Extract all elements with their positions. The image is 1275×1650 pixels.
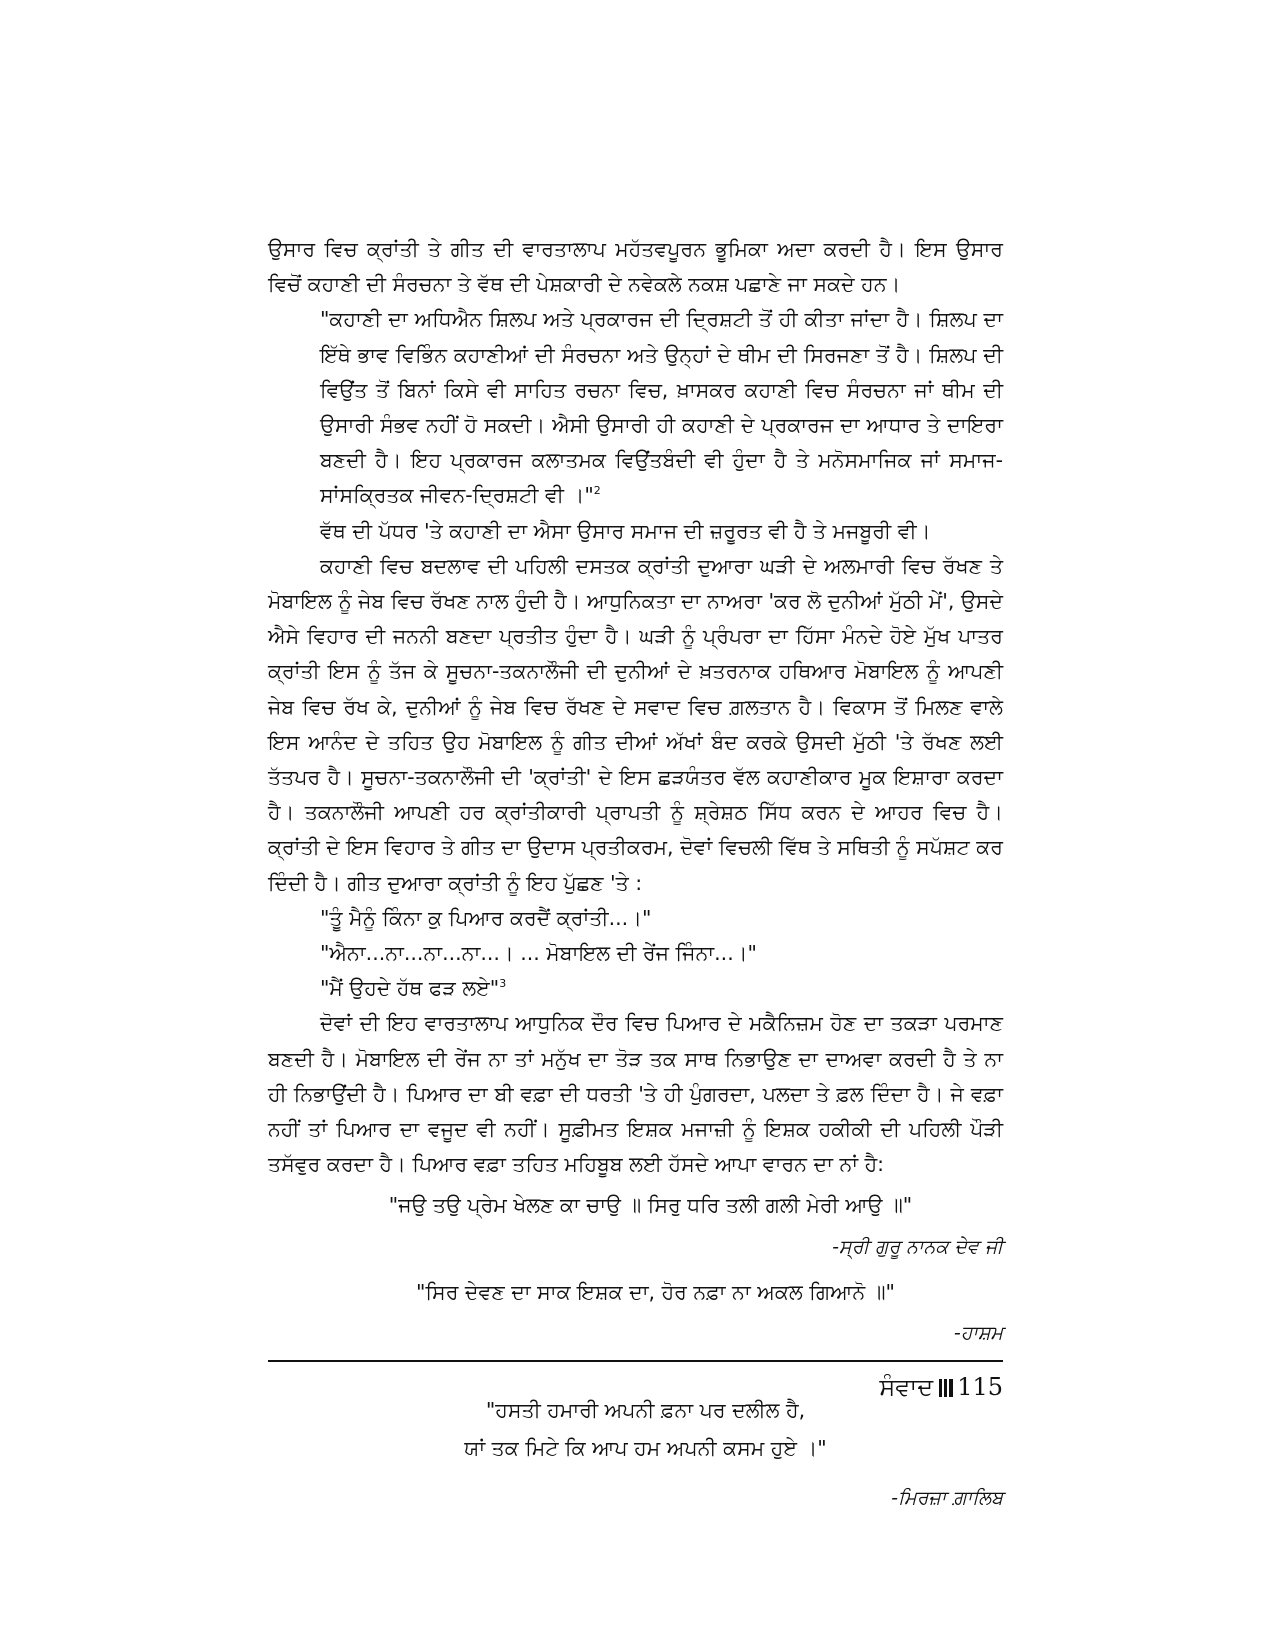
verse-ghalib (268, 1391, 1003, 1467)
journal-title: ਸੰਵਾਦ (879, 1373, 934, 1401)
dialogue-line-2: "ਐਨਾ...ਨਾ...ਨਾ...ਨਾ...। ... ਮੋਬਾਇਲ ਦੀ ਰੇਂਜ ਜਿੰਨਾ...।" (320, 941, 757, 966)
footer-rule (268, 1360, 1003, 1362)
paragraph-2: ਵੱਥ ਦੀ ਪੱਧਰ 'ਤੇ ਕਹਾਣੀ ਦਾ ਐਸਾ ਉਸਾਰ ਸਮਾਜ ਦੀ ਜ਼ਰੂਰਤ ਵੀ ਹੈ ਤੇ ਮਜਬੂਰੀ ਵੀ। (320, 518, 931, 543)
block-quote (320, 302, 1003, 513)
dialogue-line-3 (320, 971, 1003, 1006)
attribution-guru-nanak: -ਸ੍ਰੀ ਗੁਰੂ ਨਾਨਕ ਦੇਵ ਜੀ (832, 1235, 1003, 1258)
verse-hashim: "ਸਿਰ ਦੇਵਣ ਦਾ ਸਾਕ ਇਸ਼ਕ ਦਾ, ਹੋਰ ਨਫ਼ਾ ਨਾ ਅਕਲ ਗਿਆਨੋ ॥" (416, 1279, 895, 1304)
verse-ghalib-line-1: "ਹਸਤੀ ਹਮਾਰੀ ਅਪਨੀ ਫ਼ਨਾ ਪਰ ਦਲੀਲ ਹੈ, (485, 1398, 806, 1423)
dialogue-line-1: "ਤੂੰ ਮੈਨੂੰ ਕਿੰਨਾ ਕੁ ਪਿਆਰ ਕਰਦੈਂ ਕ੍ਰਾਂਤੀ...।" (320, 905, 652, 930)
attribution-hashim: -ਹਾਸ਼ਮ (953, 1322, 1003, 1345)
paragraph-1: ਉਸਾਰ ਵਿਚ ਕ੍ਰਾਂਤੀ ਤੇ ਗੀਤ ਦੀ ਵਾਰਤਾਲਾਪ ਮਹੱਤਵਪੂਰਨ ਭੂਮਿਕਾ ਅਦਾ ਕਰਦੀ ਹੈ। ਇਸ ਉਸਾਰ ਵਿਚੋਂ ਕਹਾਣੀ ਦੀ ਸੰਰਚਨਾ ਤੇ ਵੱਥ ਦੀ ਪੇਸ਼ਕਾਰੀ ਦੇ ਨਵੇਕਲੇ ਨਕਸ਼ ਪਛਾਣੇ ਜਾ ਸਕਦੇ ਹਨ। (268, 237, 1003, 297)
separator-bars-icon (939, 1379, 953, 1397)
footnote-marker-2: 2 (593, 484, 601, 498)
page-footer (268, 1372, 1003, 1402)
dialogue-line-3-text: "ਮੈਂ ਉਹਦੇ ਹੱਥ ਫੜ ਲਏ" (320, 976, 500, 1001)
verse-ghalib-line-2: ਯਾਂ ਤਕ ਮਿਟੇ ਕਿ ਆਪ ਹਮ ਅਪਨੀ ਕਸਮ ਹੁਏ ।" (464, 1436, 827, 1461)
attribution-ghalib: -ਮਿਰਜ਼ਾ ਗ਼ਾਲਿਬ (891, 1487, 1003, 1510)
paragraph-4: ਦੋਵਾਂ ਦੀ ਇਹ ਵਾਰਤਾਲਾਪ ਆਧੁਨਿਕ ਦੌਰ ਵਿਚ ਪਿਆਰ ਦੇ ਮਕੈਨਿਜ਼ਮ ਹੋਣ ਦਾ ਤਕੜਾ ਪਰਮਾਣ ਬਣਦੀ ਹੈ। ਮੋਬਾਇਲ ਦੀ ਰੇਂਜ ਨਾ ਤਾਂ ਮਨੁੱਖ ਦਾ ਤੋੜ ਤਕ ਸਾਥ ਨਿਭਾਉਣ ਦਾ ਦਾਅਵਾ ਕਰਦੀ ਹੈ ਤੇ ਨਾ ਹੀ ਨਿਭਾਉਂਦੀ ਹੈ। ਪਿਆਰ ਦਾ ਬੀ ਵਫ਼ਾ ਦੀ ਧਰਤੀ 'ਤੇ ਹੀ ਪੁੰਗਰਦਾ, ਪਲਦਾ ਤੇ ਫ਼ਲ ਦਿੰਦਾ ਹੈ। ਜੇ ਵਫ਼ਾ ਨਹੀਂ ਤਾਂ ਪਿਆਰ ਦਾ ਵਜੂਦ ਵੀ ਨਹੀਂ। ਸੂਫ਼ੀਮਤ ਇਸ਼ਕ ਮਜਾਜ਼ੀ ਨੂੰ ਇਸ਼ਕ ਹਕੀਕੀ ਦੀ ਪਹਿਲੀ ਪੌੜੀ ਤਸੱਵੁਰ ਕਰਦਾ ਹੈ। ਪਿਆਰ ਵਫ਼ਾ ਤਹਿਤ ਮਹਿਬੂਬ ਲਈ ਹੱਸਦੇ ਆਪਾ ਵਾਰਨ ਦਾ ਨਾਂ ਹੈ: (268, 1011, 1003, 1177)
paragraph-3: ਕਹਾਣੀ ਵਿਚ ਬਦਲਾਵ ਦੀ ਪਹਿਲੀ ਦਸਤਕ ਕ੍ਰਾਂਤੀ ਦੁਆਰਾ ਘੜੀ ਦੇ ਅਲਮਾਰੀ ਵਿਚ ਰੱਖਣ ਤੇ ਮੋਬਾਇਲ ਨੂੰ ਜੇਬ ਵਿਚ ਰੱਖਣ ਨਾਲ ਹੁੰਦੀ ਹੈ। ਆਧੁਨਿਕਤਾ ਦਾ ਨਾਅਰਾ 'ਕਰ ਲੋ ਦੁਨੀਆਂ ਮੁੱਠੀ ਮੇਂ', ਉਸਦੇ ਐਸੇ ਵਿਹਾਰ ਦੀ ਜਨਨੀ ਬਣਦਾ ਪ੍ਰਤੀਤ ਹੁੰਦਾ ਹੈ। ਘੜੀ ਨੂੰ ਪ੍ਰੰਪਰਾ ਦਾ ਹਿੱਸਾ ਮੰਨਦੇ ਹੋਏ ਮੁੱਖ ਪਾਤਰ ਕ੍ਰਾਂਤੀ ਇਸ ਨੂੰ ਤੱਜ ਕੇ ਸੂਚਨਾ-ਤਕਨਾਲੌਜੀ ਦੀ ਦੁਨੀਆਂ ਦੇ ਖ਼ਤਰਨਾਕ ਹਥਿਆਰ ਮੋਬਾਇਲ ਨੂੰ ਆਪਣੀ ਜੇਬ ਵਿਚ ਰੱਖ ਕੇ, ਦੁਨੀਆਂ ਨੂੰ ਜੇਬ ਵਿਚ ਰੱਖਣ ਦੇ ਸਵਾਦ ਵਿਚ ਗ਼ਲਤਾਨ ਹੈ। ਵਿਕਾਸ ਤੋਂ ਮਿਲਣ ਵਾਲੇ ਇਸ ਆਨੰਦ ਦੇ ਤਹਿਤ ਉਹ ਮੋਬਾਇਲ ਨੂੰ ਗੀਤ ਦੀਆਂ ਅੱਖਾਂ ਬੰਦ ਕਰਕੇ ਉਸਦੀ ਮੁੱਠੀ 'ਤੇ ਰੱਖਣ ਲਈ ਤੱਤਪਰ ਹੈ। ਸੂਚਨਾ-ਤਕਨਾਲੌਜੀ ਦੀ 'ਕ੍ਰਾਂਤੀ' ਦੇ ਇਸ ਛੜਯੰਤਰ ਵੱਲ ਕਹਾਣੀਕਾਰ ਮੂਕ ਇਸ਼ਾਰਾ ਕਰਦਾ ਹੈ। ਤਕਨਾਲੌਜੀ ਆਪਣੀ ਹਰ ਕ੍ਰਾਂਤੀਕਾਰੀ ਪ੍ਰਾਪਤੀ ਨੂੰ ਸ਼੍ਰੇਸ਼ਠ ਸਿੱਧ ਕਰਨ ਦੇ ਆਹਰ ਵਿਚ ਹੈ। ਕ੍ਰਾਂਤੀ ਦੇ ਇਸ ਵਿਹਾਰ ਤੇ ਗੀਤ ਦਾ ਉਦਾਸ ਪ੍ਰਤੀਕਰਮ, ਦੋਵਾਂ ਵਿਚਲੀ ਵਿੱਥ ਤੇ ਸਥਿਤੀ ਨੂੰ ਸਪੱਸ਼ਟ ਕਰ ਦਿੰਦੀ ਹੈ। ਗੀਤ ਦੁਆਰਾ ਕ੍ਰਾਂਤੀ ਨੂੰ ਇਹ ਪੁੱਛਣ 'ਤੇ : (268, 553, 1003, 895)
page-number: 115 (957, 1373, 1003, 1401)
verse-guru-nanak: "ਜਉ ਤਉ ਪ੍ਰੇਮ ਖੇਲਣ ਕਾ ਚਾਉ ॥ ਸਿਰੁ ਧਰਿ ਤਲੀ ਗਲੀ ਮੇਰੀ ਆਉ ॥" (388, 1193, 913, 1218)
footnote-marker-3: 3 (499, 977, 507, 991)
page-body (268, 232, 1003, 1517)
block-quote-text: "ਕਹਾਣੀ ਦਾ ਅਧਿਐਨ ਸ਼ਿਲਪ ਅਤੇ ਪ੍ਰਕਾਰਜ ਦੀ ਦ੍ਰਿਸ਼ਟੀ ਤੋਂ ਹੀ ਕੀਤਾ ਜਾਂਦਾ ਹੈ। ਸ਼ਿਲਪ ਦਾ ਇੱਥੇ ਭਾਵ ਵਿਭਿੰਨ ਕਹਾਣੀਆਂ ਦੀ ਸੰਰਚਨਾ ਅਤੇ ਉਨ੍ਹਾਂ ਦੇ ਥੀਮ ਦੀ ਸਿਰਜਣਾ ਤੋਂ ਹੈ। ਸ਼ਿਲਪ ਦੀ ਵਿਉਂਤ ਤੋਂ ਬਿਨਾਂ ਕਿਸੇ ਵੀ ਸਾਹਿਤ ਰਚਨਾ ਵਿਚ, ਖ਼ਾਸਕਰ ਕਹਾਣੀ ਵਿਚ ਸੰਰਚਨਾ ਜਾਂ ਥੀਮ ਦੀ ਉਸਾਰੀ ਸੰਭਵ ਨਹੀਂ ਹੋ ਸਕਦੀ। ਐਸੀ ਉਸਾਰੀ ਹੀ ਕਹਾਣੀ ਦੇ ਪ੍ਰਕਾਰਜ ਦਾ ਆਧਾਰ ਤੇ ਦਾਇਰਾ ਬਣਦੀ ਹੈ। ਇਹ ਪ੍ਰਕਾਰਜ ਕਲਾਤਮਕ ਵਿਉਂਤਬੰਦੀ ਵੀ ਹੁੰਦਾ ਹੈ ਤੇ ਮਨੋਸਮਾਜਿਕ ਜਾਂ ਸਮਾਜ-ਸਾਂਸਕ੍ਰਿਤਕ ਜੀਵਨ-ਦ੍ਰਿਸ਼ਟੀ ਵੀ ।" (320, 307, 1003, 508)
